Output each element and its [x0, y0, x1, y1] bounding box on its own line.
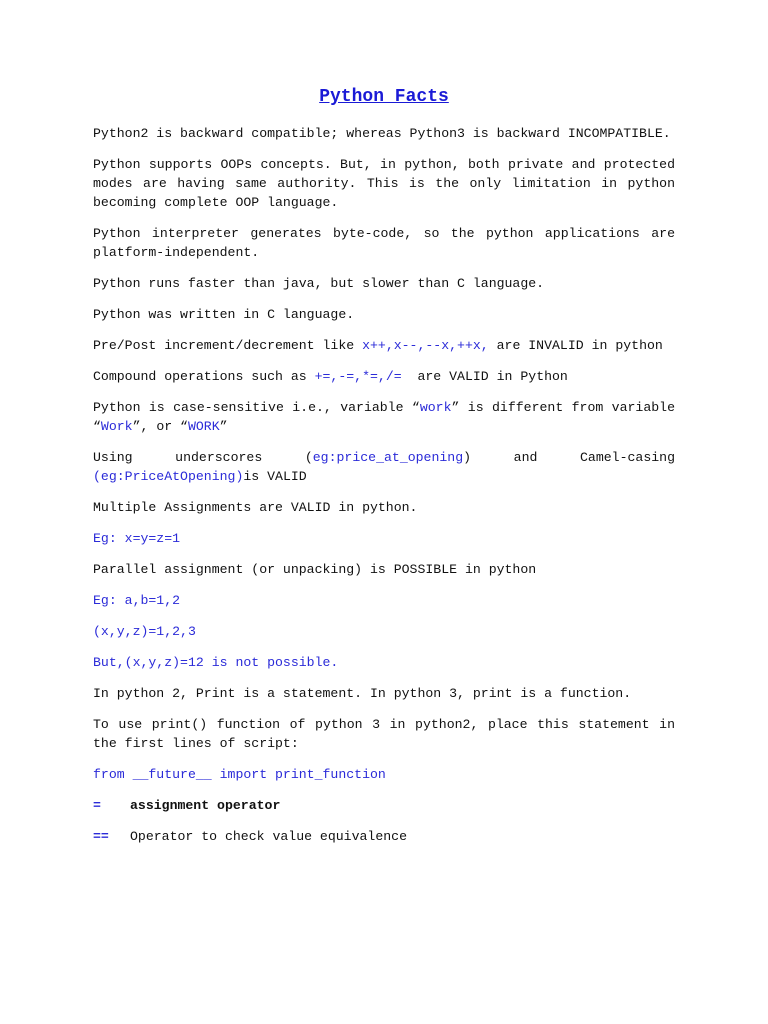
paragraph-speed: Python runs faster than java, but slower than C language.: [93, 276, 545, 291]
operator-symbol: ==: [93, 829, 109, 844]
paragraph-multiple-assign: Multiple Assignments are VALID in python.: [93, 500, 418, 515]
case-word-Work: Work: [100, 419, 133, 434]
example-parallel-assign-1: Eg: a,b=1,2: [93, 593, 181, 608]
paragraph-case-sensitive: [93, 398, 675, 436]
paragraph-parallel-assign: Parallel assignment (or unpacking) is POSSIBLE in python: [93, 562, 537, 577]
paragraph-print-statement: In python 2, Print is a statement. In python 3, print is a function.: [93, 686, 632, 701]
example-multiple-assign: Eg: x=y=z=1: [93, 531, 181, 546]
example-future-import: from __future__ import print_function: [93, 767, 386, 782]
increment-code: x++,x--,--x,++x,: [362, 338, 489, 353]
naming-underscore-example: eg:price_at_opening: [312, 450, 464, 465]
paragraph-bytecode: Python interpreter generates byte-code, so the python applications are platform-independent.: [93, 226, 675, 260]
case-text-4: ”: [219, 419, 228, 434]
naming-text-1: Using underscores (: [93, 450, 313, 465]
paragraph-naming: [93, 448, 675, 486]
page-title: Python Facts: [319, 87, 449, 107]
operator-row-equivalence: [93, 827, 675, 846]
compound-text-before: Compound operations such as: [93, 369, 315, 384]
case-text-3: ”, or “: [132, 419, 188, 434]
example-parallel-assign-2: (x,y,z)=1,2,3: [93, 624, 196, 639]
paragraph-increment: [93, 336, 675, 355]
naming-camel-example: (eg:PriceAtOpening): [93, 469, 244, 484]
paragraph-oop: Python supports OOPs concepts. But, in python, both private and protected modes are having same authority. This is the only limitation in python becoming complete OOP language.: [93, 157, 675, 210]
paragraph-backward-compat: Python2 is backward compatible; whereas Python3 is backward INCOMPATIBLE.: [93, 126, 671, 141]
paragraph-compound-ops: [93, 367, 675, 386]
case-text-1: Python is case-sensitive i.e., variable “: [93, 400, 420, 415]
operator-row-assignment: [93, 796, 675, 815]
paragraph-print-function: To use print() function of python 3 in python2, place this statement in the first lines of script:: [93, 717, 675, 751]
operator-symbol: =: [93, 798, 101, 813]
case-word-WORK: WORK: [187, 419, 220, 434]
case-text-2: ” is different from variable “: [93, 400, 675, 434]
increment-text-after: are INVALID in python: [488, 338, 663, 353]
naming-text-3: is VALID: [243, 469, 307, 484]
case-word-work: work: [419, 400, 452, 415]
increment-text-before: Pre/Post increment/decrement like: [93, 338, 363, 353]
operator-description: Operator to check value equivalence: [130, 829, 407, 844]
naming-text-2: ) and Camel-casing: [463, 450, 675, 465]
paragraph-written-in-c: Python was written in C language.: [93, 307, 355, 322]
example-not-possible: But,(x,y,z)=12 is not possible.: [93, 655, 339, 670]
document-page: [93, 84, 675, 858]
compound-text-after: are VALID in Python: [401, 369, 568, 384]
compound-code: +=,-=,*=,/=: [314, 369, 402, 384]
operator-description: assignment operator: [130, 798, 281, 813]
